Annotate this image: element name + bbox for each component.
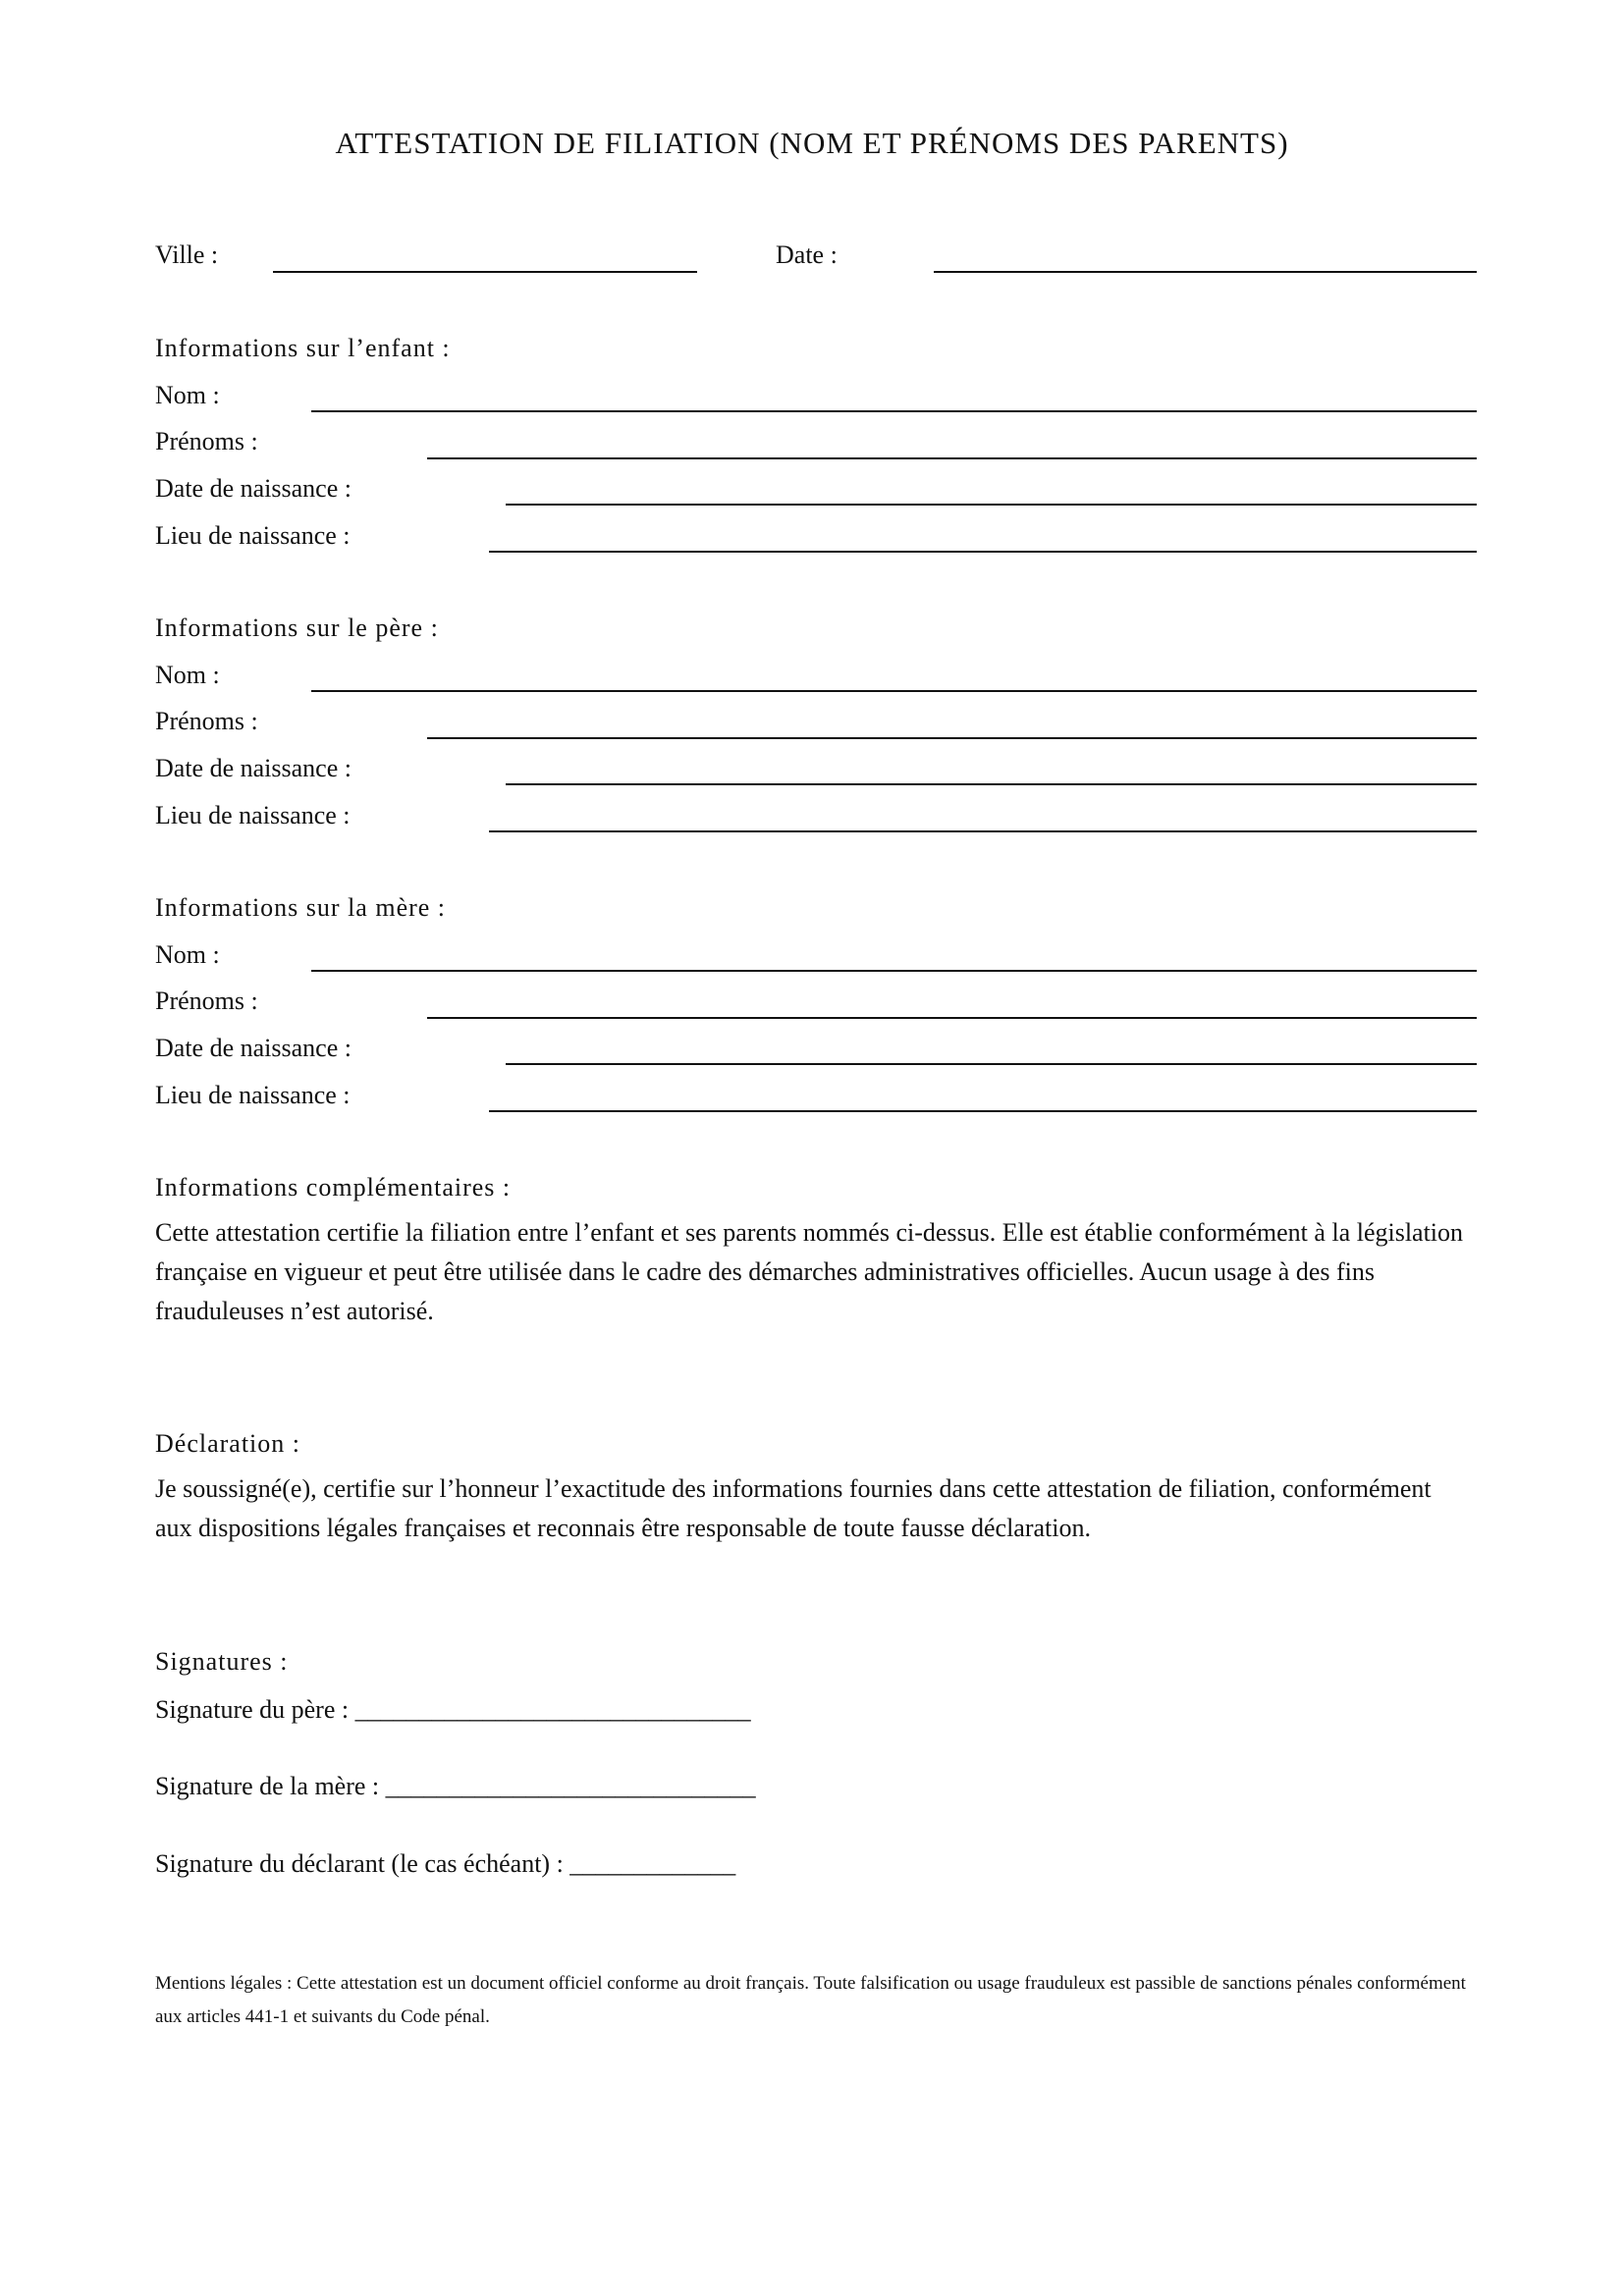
pere-date-naissance-label: Date de naissance : — [155, 754, 352, 782]
enfant-nom-field[interactable] — [311, 410, 1477, 412]
pere-lieu-naissance-field[interactable] — [489, 830, 1477, 832]
ville-label: Ville : — [155, 240, 219, 269]
pere-prenoms-field[interactable] — [427, 737, 1477, 739]
section-heading-mere: Informations sur la mère : — [155, 893, 447, 922]
document-title: ATTESTATION DE FILIATION (NOM ET PRÉNOMS DES PARENTS) — [335, 126, 1289, 160]
mere-date-naissance-label: Date de naissance : — [155, 1034, 352, 1062]
complementaires-paragraph: Cette attestation certifie la filiation entre l’enfant et ses parents nommés ci-dessus. Elle est établie conformément à la législation française en vigueur et peut être utilisée dans le cadre des démarches administratives officielles. Aucun usage à des fins frauduleuses n’est autorisé. — [155, 1218, 1464, 1325]
mere-prenoms-field[interactable] — [427, 1017, 1477, 1019]
pere-lieu-naissance-label: Lieu de naissance : — [155, 801, 351, 829]
mere-prenoms-label: Prénoms : — [155, 987, 258, 1015]
date-label: Date : — [776, 240, 838, 269]
enfant-lieu-naissance-label: Lieu de naissance : — [155, 521, 351, 550]
declaration-paragraph: Je soussigné(e), certifie sur l’honneur l’exactitude des informations fournies dans cette attestation de filiation, conformément aux dispositions légales françaises et reconnais être responsable de toute fausse déclaration. — [155, 1474, 1432, 1542]
enfant-date-naissance-label: Date de naissance : — [155, 474, 352, 503]
enfant-prenoms-label: Prénoms : — [155, 427, 258, 455]
section-heading-signatures: Signatures : — [155, 1647, 289, 1676]
signature-declarant-line[interactable]: Signature du déclarant (le cas échéant) : _____________ — [155, 1849, 736, 1878]
pere-date-naissance-field[interactable] — [506, 783, 1477, 785]
ville-field[interactable] — [273, 271, 697, 273]
enfant-date-naissance-field[interactable] — [506, 504, 1477, 506]
signature-mere-line[interactable]: Signature de la mère : _____________________________ — [155, 1772, 756, 1800]
enfant-lieu-naissance-field[interactable] — [489, 551, 1477, 553]
pere-nom-field[interactable] — [311, 690, 1477, 692]
pere-nom-label: Nom : — [155, 661, 220, 689]
section-heading-pere: Informations sur le père : — [155, 614, 439, 642]
section-heading-declaration: Déclaration : — [155, 1429, 300, 1458]
mere-nom-field[interactable] — [311, 970, 1477, 972]
section-heading-enfant: Informations sur l’enfant : — [155, 334, 451, 362]
enfant-prenoms-field[interactable] — [427, 457, 1477, 459]
enfant-nom-label: Nom : — [155, 381, 220, 409]
mere-nom-label: Nom : — [155, 940, 220, 969]
mere-lieu-naissance-field[interactable] — [489, 1110, 1477, 1112]
section-heading-complementaires: Informations complémentaires : — [155, 1173, 512, 1201]
pere-prenoms-label: Prénoms : — [155, 707, 258, 735]
date-field[interactable] — [934, 271, 1477, 273]
mere-lieu-naissance-label: Lieu de naissance : — [155, 1081, 351, 1109]
signature-pere-line[interactable]: Signature du père : _______________________________ — [155, 1695, 751, 1724]
legal-notice: Mentions légales : Cette attestation est un document officiel conforme au droit français. Toute falsification ou usage frauduleux est passible de sanctions pénales conformément aux articles 441-1 et suivants du Code pénal. — [155, 1973, 1466, 2027]
mere-date-naissance-field[interactable] — [506, 1063, 1477, 1065]
